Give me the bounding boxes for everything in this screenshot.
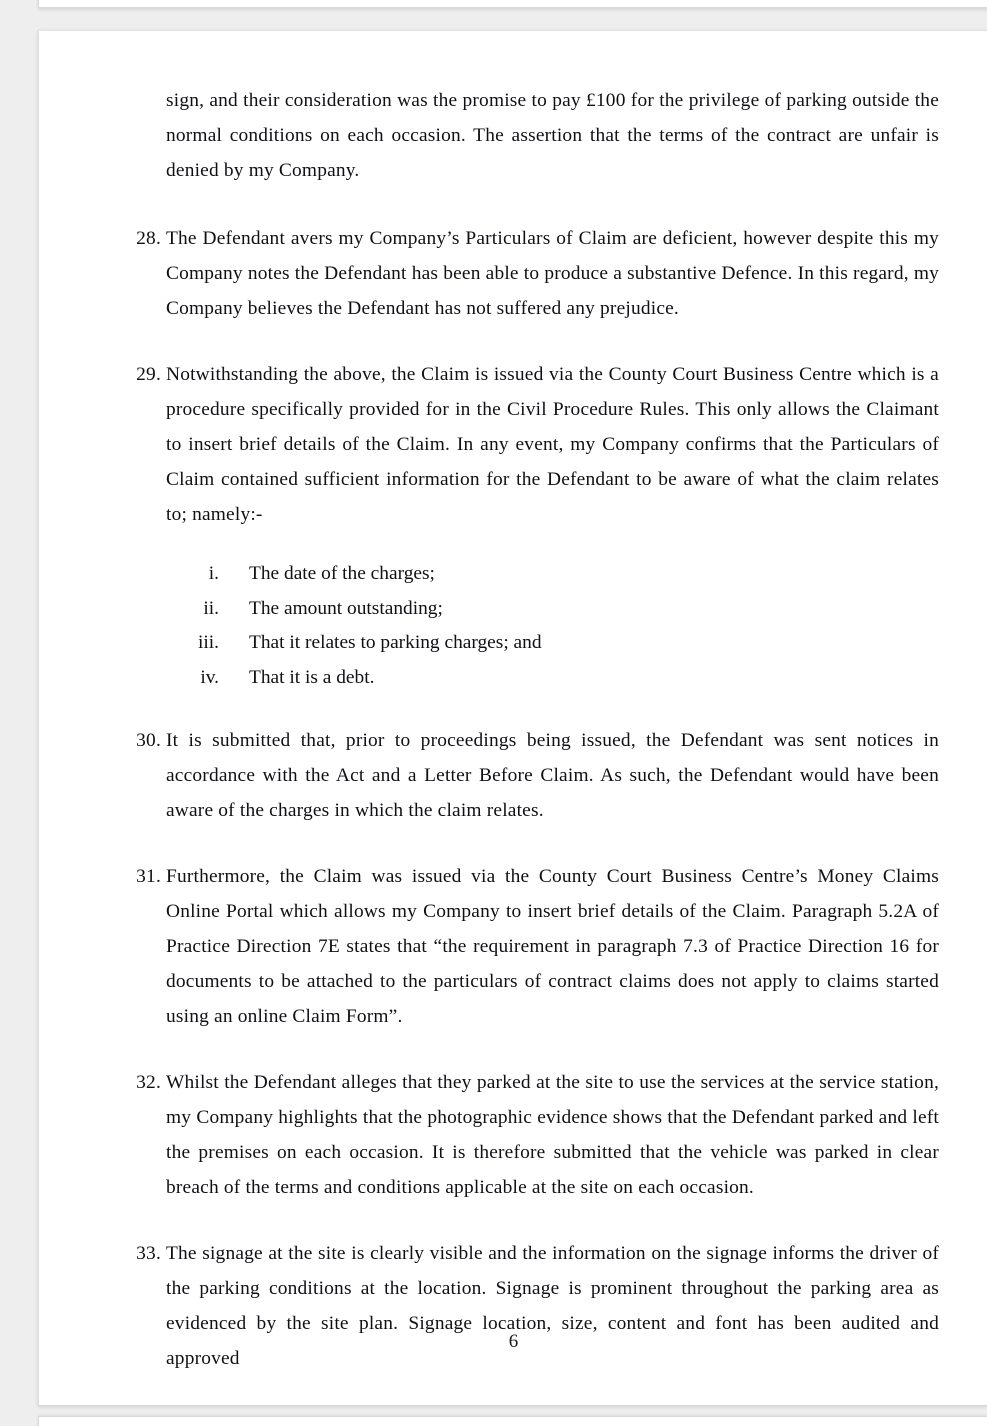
list-item-label: The date of the charges; — [249, 563, 435, 584]
paragraph-text: It is submitted that, prior to proceedings being issued, the Defendant was sent notices in accordance with the Act and a Letter Before Claim. As such, the Defendant would have been aware of the charges in which the claim relates. — [166, 730, 939, 821]
list-item — [166, 661, 939, 696]
paragraph-text: The signage at the site is clearly visible and the information on the signage informs the driver of the parking conditions at the location. Signage is prominent throughout the parking area as evidenced by the site plan. Signage location, size, content and font has been audited and approved — [166, 1243, 939, 1369]
list-item-numeral: ii. — [203, 597, 219, 619]
paragraph-number: 30. — [136, 730, 161, 751]
list-item-label: That it relates to parking charges; and — [249, 632, 542, 653]
paragraph-number: 31. — [136, 866, 161, 887]
next-page-edge[interactable] — [38, 1416, 987, 1426]
list-item-numeral: i. — [208, 563, 219, 584]
paragraph-text: sign, and their consideration was the promise to pay £100 for the privilege of parking outside the normal conditions on each occasion. The assertion that the terms of the contract are unfair is denied by my Company. — [166, 90, 939, 181]
list-item — [166, 626, 939, 661]
previous-page-edge[interactable] — [38, 0, 987, 8]
paragraph-28 — [131, 221, 939, 326]
paragraph-number: 28. — [136, 228, 161, 249]
paragraph-29 — [131, 357, 939, 532]
page-number: 6 — [508, 1331, 519, 1352]
paragraph-number: 32. — [136, 1072, 161, 1093]
paragraph-text: Furthermore, the Claim was issued via the County Court Business Centre’s Money Claims Online Portal which allows my Company to insert brief details of the Claim. Paragraph 5.2A of Practice Direction 7E states that “the requirement in paragraph 7.3 of Practice Direction 16 for documents to be attached to the particulars of contract claims does not apply to claims started using an online Claim Form”. — [166, 866, 939, 1027]
paragraph-31 — [131, 859, 939, 1034]
paragraph-text: Whilst the Defendant alleges that they parked at the site to use the services at the service station, my Company highlights that the photographic evidence shows that the Defendant parked and left the premises on each occasion. It is therefore submitted that the vehicle was parked in clear breach of the terms and conditions applicable at the site on each occasion. — [166, 1072, 939, 1198]
page-body — [131, 83, 939, 1406]
paragraph-continuation — [131, 83, 939, 188]
list-item-label: The amount outstanding; — [249, 597, 443, 619]
list-item-numeral: iii. — [197, 632, 219, 653]
paragraph-text: The Defendant avers my Company’s Particulars of Claim are deficient, however despite this my Company notes the Defendant has been able to produce a substantive Defence. In this regard, my Company believes the Defendant has not suffered any prejudice. — [166, 228, 939, 319]
list-item-label: That it is a debt. — [249, 666, 375, 688]
paragraph-text: Notwithstanding the above, the Claim is issued via the County Court Business Centre which is a procedure specifically provided for in the Civil Procedure Rules. This only allows the Claimant to insert brief details of the Claim. In any event, my Company confirms that the Particulars of Claim contained sufficient information for the Defendant to be aware of what the claim relates to; namely:- — [166, 364, 939, 525]
list-item — [166, 557, 939, 592]
list-item — [166, 592, 939, 627]
document-page — [38, 30, 987, 1406]
paragraph-30 — [131, 723, 939, 828]
paragraph-number: 29. — [136, 364, 161, 385]
paragraph-33 — [131, 1236, 939, 1376]
roman-numeral-sublist — [131, 557, 939, 695]
paragraph-32 — [131, 1065, 939, 1205]
paragraph-number: 33. — [136, 1243, 161, 1264]
list-item-numeral: iv. — [200, 666, 219, 688]
